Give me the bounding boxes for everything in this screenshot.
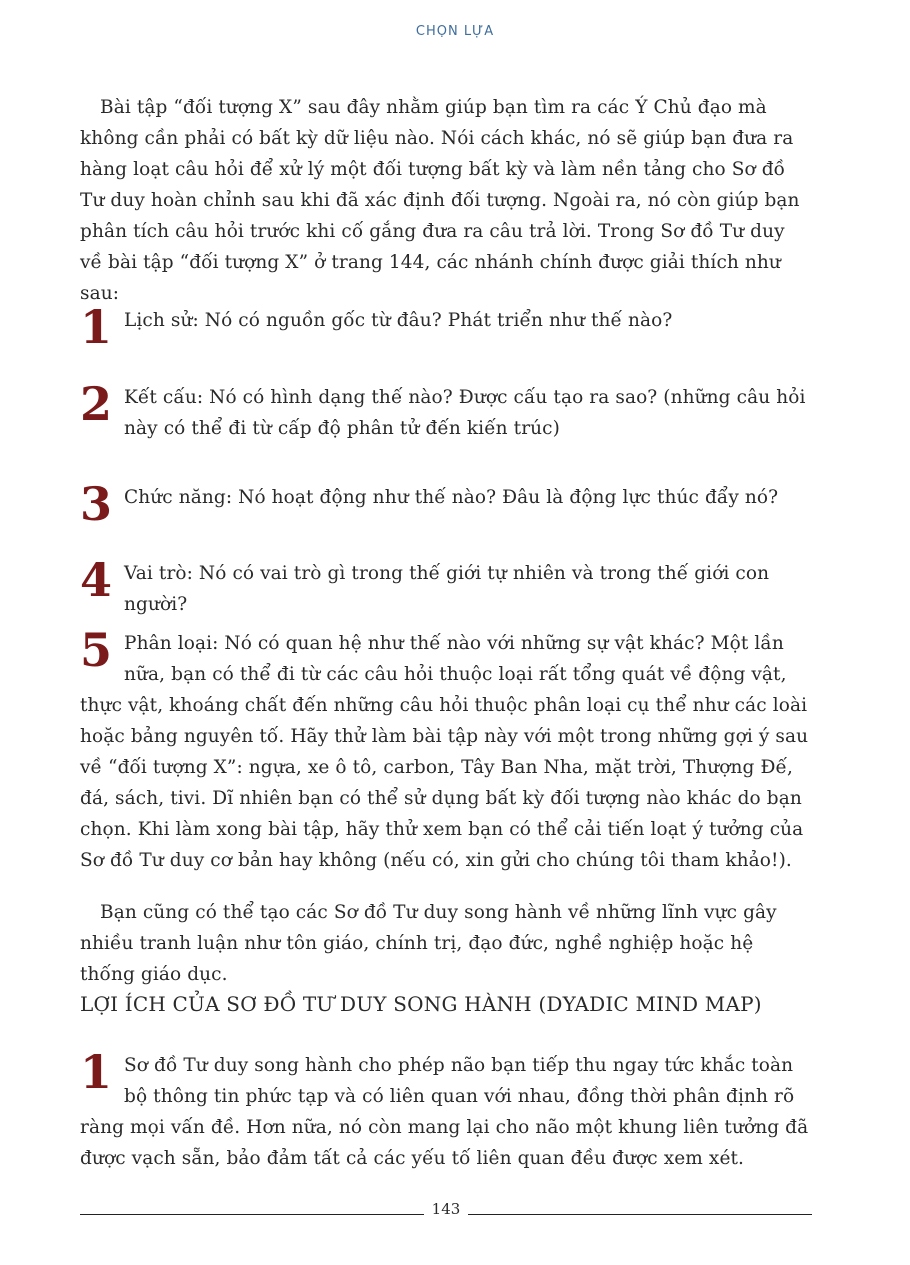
list-item-text: Phân loại: Nó có quan hệ như thế nào với những sự vật khác? Một lần nữa, bạn có thể đi từ các câu hỏi thuộc loại rất tổng quát về động vật, thực vật, khoáng chất đến những câu hỏi thuộc phân loại cụ thể như các loài hoặc bảng nguyên tố. Hãy thử làm bài tập này với một trong những gợi ý sau về “đối tượng X”: ngựa, xe ô tô, carbon, Tây Ban Nha, mặt trời, Thượng Đế, đá, sách, tivi. Dĩ nhiên bạn có thể sử dụng bất kỳ đối tượng nào khác do bạn chọn. Khi làm xong bài tập, hãy thử xem bạn có thể cải tiến loạt ý tưởng của Sơ đồ Tư duy cơ bản hay không (nếu có, xin gửi cho chúng tôi tham khảo!). [80,633,809,871]
benefit-item [80,1045,812,1174]
list-number: 1 [80,1045,113,1099]
list-item [80,477,812,531]
list-item-text: Vai trò: Nó có vai trò gì trong thế giới tự nhiên và trong thế giới con người? [124,563,770,615]
list-item-text: Lịch sử: Nó có nguồn gốc từ đâu? Phát triển như thế nào? [124,310,673,331]
running-head: CHỌN LỰA [415,24,495,39]
page-footer [80,1200,812,1220]
page-number: 143 [431,1200,461,1218]
footer-rule-right [468,1214,812,1215]
list-number: 5 [80,623,113,677]
list-number: 2 [80,377,113,431]
list-item [80,377,812,444]
footer-rule-left [80,1214,424,1215]
list-item [80,553,812,620]
list-item-text: Kết cấu: Nó có hình dạng thế nào? Được cấu tạo ra sao? (những câu hỏi này có thể đi từ cấp độ phân tử đến kiến trúc) [124,387,806,439]
section-heading: LỢI ÍCH CỦA SƠ ĐỒ TƯ DUY SONG HÀNH (DYADIC MIND MAP) [80,992,762,1016]
list-number: 4 [80,553,113,607]
list-item-text: Chức năng: Nó hoạt động như thế nào? Đâu là động lực thúc đẩy nó? [124,487,779,508]
list-number: 3 [80,477,113,531]
list-item [80,623,812,876]
list-number: 1 [80,300,113,354]
benefit-item-text: Sơ đồ Tư duy song hành cho phép não bạn tiếp thu ngay tức khắc toàn bộ thông tin phức tạp và có liên quan với nhau, đồng thời phân định rõ ràng mọi vấn đề. Hơn nữa, nó còn mang lại cho não một khung liên tưởng đã được vạch sẵn, bảo đảm tất cả các yếu tố liên quan đều được xem xét. [80,1055,809,1169]
list-item [80,300,812,354]
intro-paragraph: Bài tập “đối tượng X” sau đây nhằm giúp bạn tìm ra các Ý Chủ đạo mà không cần phải có bất kỳ dữ liệu nào. Nói cách khác, nó sẽ giúp bạn đưa ra hàng loạt câu hỏi để xử lý một đối tượng bất kỳ và làm nền tảng cho Sơ đồ Tư duy hoàn chỉnh sau khi đã xác định đối tượng. Ngoài ra, nó còn giúp bạn phân tích câu hỏi trước khi cố gắng đưa ra câu trả lời. Trong Sơ đồ Tư duy về bài tập “đối tượng X” ở trang 144, các nhánh chính được giải thích như sau: [80,97,800,304]
after-list-paragraph: Bạn cũng có thể tạo các Sơ đồ Tư duy song hành về những lĩnh vực gây nhiều tranh luận như tôn giáo, chính trị, đạo đức, nghề nghiệp hoặc hệ thống giáo dục. [80,902,777,985]
